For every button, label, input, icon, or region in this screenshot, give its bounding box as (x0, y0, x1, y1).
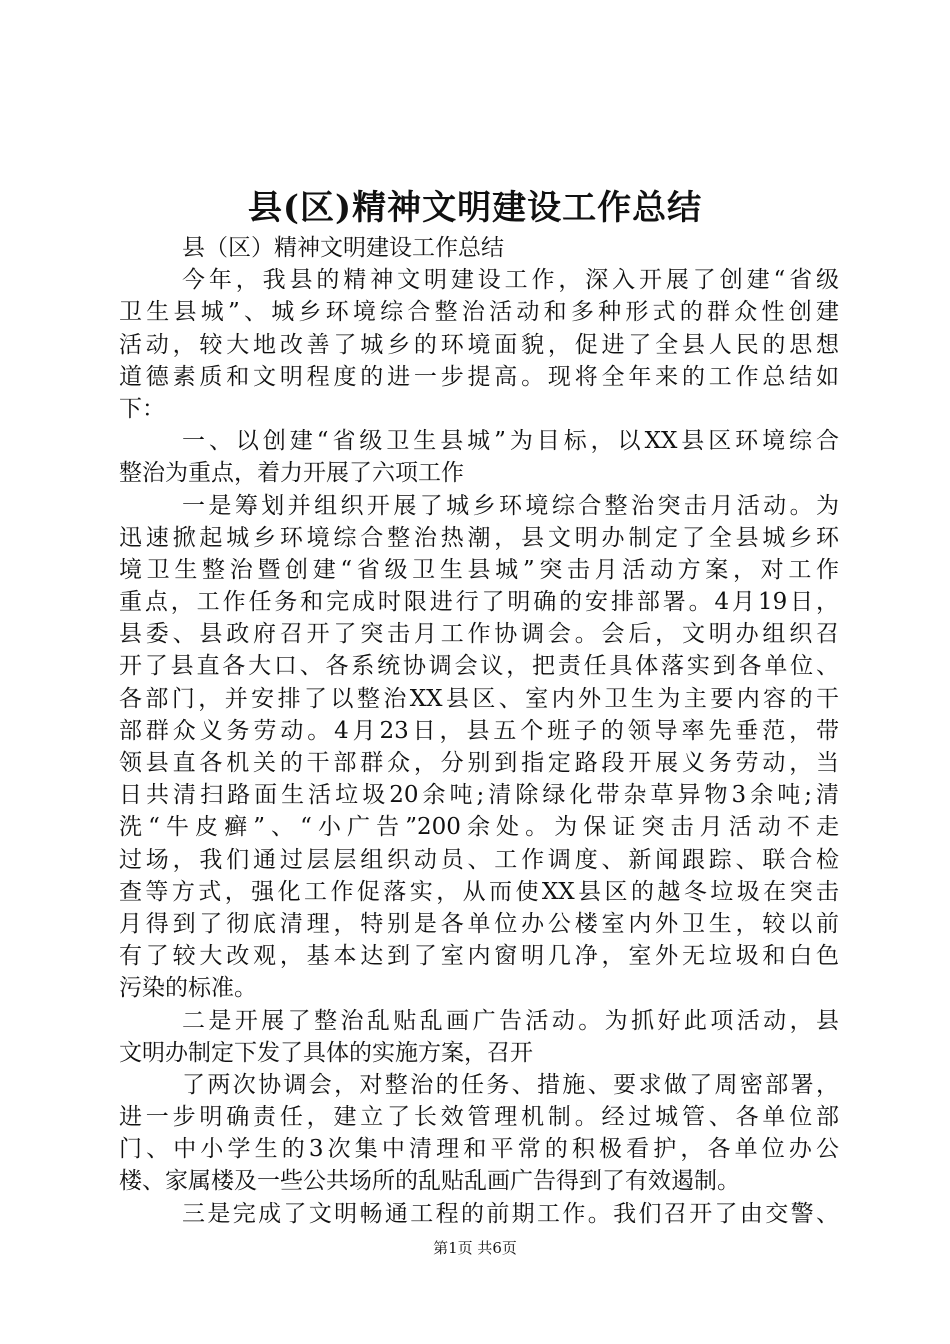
body-line: 一是筹划并组织开展了城乡环境综合整治突击月活动。为 (182, 492, 839, 519)
body-line: 卫生县城”、城乡环境综合整治活动和多种形式的群众性创建 (119, 299, 839, 326)
body-line: 查等方式，强化工作促落实，从而使XX县区的越冬垃圾在突击 (119, 878, 839, 905)
body-line: 迅速掀起城乡环境综合整治热潮，县文明办制定了全县城乡环 (119, 524, 839, 551)
body-line: 日共清扫路面生活垃圾20余吨;清除绿化带杂草异物3余吨;清 (119, 782, 839, 809)
body-line: 整治为重点，着力开展了六项工作 (119, 460, 464, 487)
body-line: 楼、家属楼及一些公共场所的乱贴乱画广告得到了有效遏制。 (119, 1168, 740, 1195)
body-line: 活动，较大地改善了城乡的环境面貌，促进了全县人民的思想 (119, 331, 839, 358)
page-footer: 第1页 共6页 (433, 1239, 517, 1257)
body-line: 县委、县政府召开了突击月工作协调会。会后，文明办组织召 (119, 621, 839, 648)
body-line: 领县直各机关的干部群众，分别到指定路段开展义务劳动，当 (119, 750, 839, 776)
body-line: 道德素质和文明程度的进一步提高。现将全年来的工作总结如 (119, 363, 839, 390)
body-line: 过场，我们通过层层组织动员、工作调度、新闻跟踪、联合检 (119, 846, 839, 873)
body-line: 重点，工作任务和完成时限进行了明确的安排部署。4月19日， (119, 589, 839, 616)
document-title: 县(区)精神文明建设工作总结 (247, 188, 703, 228)
body-line: 进一步明确责任，建立了长效管理机制。经过城管、各单位部 (119, 1104, 839, 1131)
body-line: 县（区）精神文明建设工作总结 (182, 235, 504, 261)
body-line: 三是完成了文明畅通工程的前期工作。我们召开了由交警、 (182, 1200, 839, 1227)
body-line: 开了县直各大口、各系统协调会议，把责任具体落实到各单位、 (119, 653, 839, 680)
body-line: 月得到了彻底清理，特别是各单位办公楼室内外卫生，较以前 (119, 910, 839, 937)
body-line: 各部门，并安排了以整治XX县区、室内外卫生为主要内容的干 (119, 685, 839, 712)
body-line: 污染的标准。 (119, 975, 257, 1002)
body-line: 下： (119, 395, 165, 422)
document-body (119, 232, 839, 1230)
body-line: 门、中小学生的3次集中清理和平常的积极看护，各单位办公 (119, 1136, 839, 1163)
body-line: 今年，我县的精神文明建设工作，深入开展了创建“省级 (182, 267, 839, 294)
body-line: 部群众义务劳动。4月23日，县五个班子的领导率先垂范，带 (119, 717, 839, 744)
body-line: 了两次协调会，对整治的任务、措施、要求做了周密部署， (182, 1071, 839, 1098)
body-line: 二是开展了整治乱贴乱画广告活动。为抓好此项活动，县 (182, 1007, 839, 1034)
body-line: 有了较大改观，基本达到了室内窗明几净，室外无垃圾和白色 (119, 943, 839, 970)
body-line: 一、以创建“省级卫生县城”为目标，以XX县区环境综合 (182, 428, 839, 455)
body-line: 境卫生整治暨创建“省级卫生县城”突击月活动方案，对工作 (119, 556, 839, 583)
body-line: 洗“牛皮癣”、“小广告”200余处。为保证突击月活动不走 (119, 814, 839, 841)
body-line: 文明办制定下发了具体的实施方案，召开 (119, 1039, 533, 1066)
